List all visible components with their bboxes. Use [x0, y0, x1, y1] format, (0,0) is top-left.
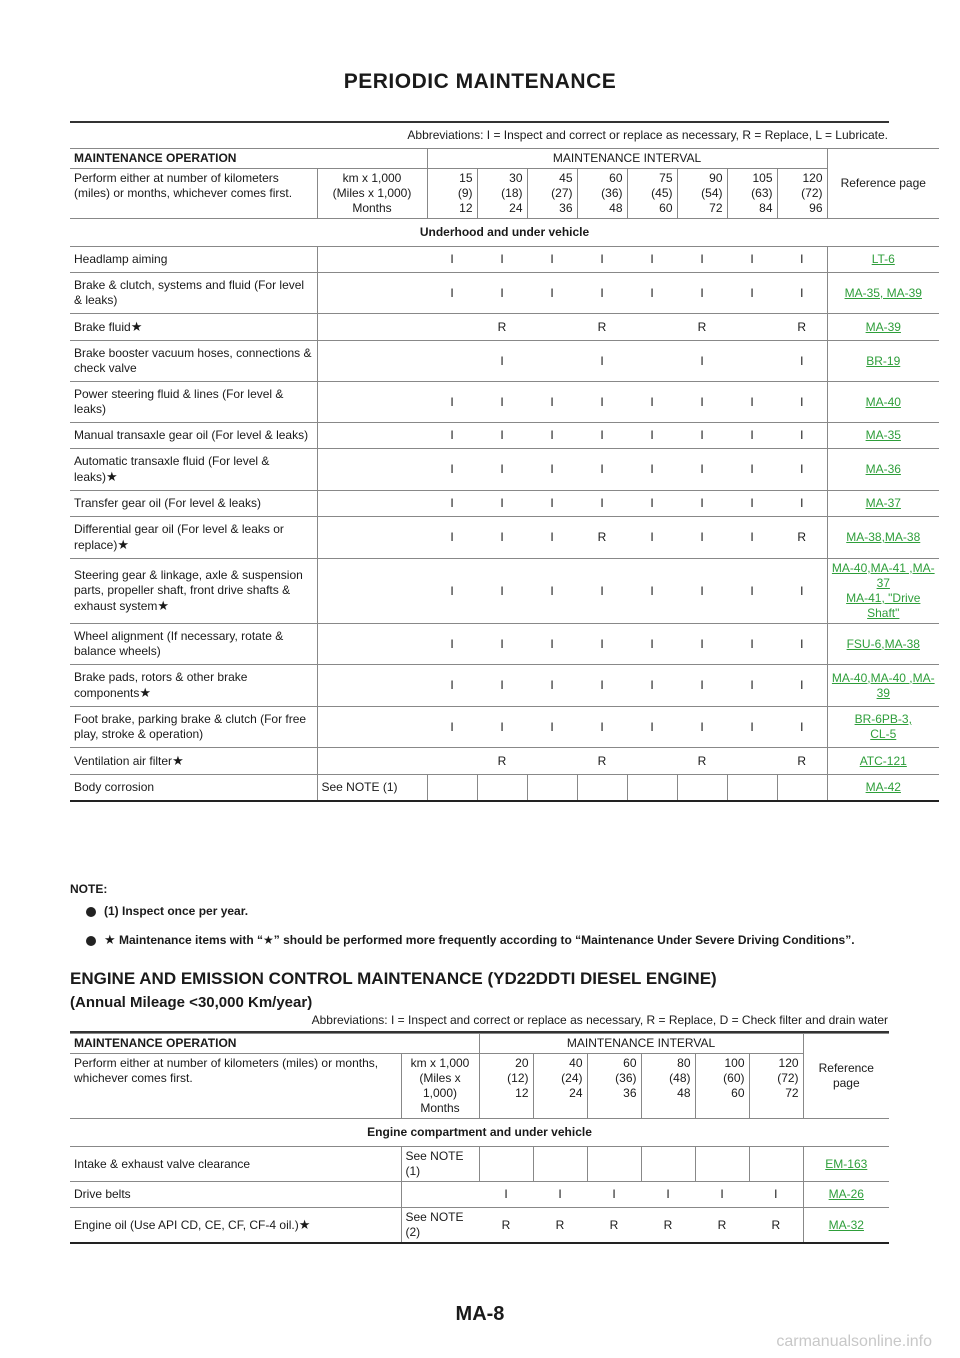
reference-link[interactable]: MA-42: [865, 780, 901, 794]
interval-value: I: [427, 559, 477, 624]
note-cell: [317, 382, 427, 423]
operation-cell: Transfer gear oil (For level & leaks): [70, 491, 317, 517]
maintenance-table-underhood: [70, 148, 939, 802]
header-row: [70, 1054, 889, 1119]
interval-value: R: [641, 1208, 695, 1244]
note-cell: [317, 707, 427, 748]
table-row: [70, 341, 939, 382]
interval-value: I: [727, 273, 777, 314]
interval-value: I: [727, 423, 777, 449]
interval-value: I: [727, 665, 777, 707]
interval-value: I: [677, 247, 727, 273]
interval-value: I: [587, 1182, 641, 1208]
interval-value: I: [477, 707, 527, 748]
interval-value: I: [727, 517, 777, 559]
interval-value: I: [777, 707, 827, 748]
interval-value: I: [627, 559, 677, 624]
interval-value: I: [577, 423, 627, 449]
interval-column-header: 15 (9) 12: [427, 169, 477, 219]
interval-value: I: [677, 707, 727, 748]
abbreviations-line-2: Abbreviations: I = Inspect and correct or replace as necessary, R = Replace, D = Check filter and drain water: [311, 1013, 888, 1027]
header-row: [70, 1034, 889, 1054]
interval-column-header: 45 (27) 36: [527, 169, 577, 219]
interval-value: I: [477, 341, 527, 382]
interval-value: I: [641, 1182, 695, 1208]
interval-value: I: [627, 449, 677, 491]
reference-link[interactable]: CL-5: [870, 727, 897, 741]
table-row: [70, 1208, 889, 1244]
interval-value: I: [727, 624, 777, 665]
reference-link[interactable]: EM-163: [825, 1156, 868, 1171]
interval-value: R: [479, 1208, 533, 1244]
note-cell: [317, 665, 427, 707]
interval-value: R: [677, 748, 727, 775]
interval-value: I: [677, 665, 727, 707]
interval-column-header: 20 (12) 12: [479, 1054, 533, 1119]
operation-cell: Brake & clutch, systems and fluid (For level & leaks): [70, 273, 317, 314]
interval-value: I: [477, 382, 527, 423]
interval-value: I: [677, 491, 727, 517]
interval-value: [527, 341, 577, 382]
operation-cell: Manual transaxle gear oil (For level & leaks): [70, 423, 317, 449]
interval-value: [677, 775, 727, 802]
reference-link[interactable]: MA-38,MA-38: [846, 530, 921, 544]
interval-column-header: 105 (63) 84: [727, 169, 777, 219]
reference-cell: [803, 1147, 889, 1182]
interval-value: I: [477, 449, 527, 491]
interval-column-header: 60 (36) 48: [577, 169, 627, 219]
reference-link[interactable]: FSU-6,MA-38: [846, 636, 920, 651]
interval-value: I: [677, 423, 727, 449]
interval-value: [749, 1147, 803, 1182]
interval-value: I: [627, 273, 677, 314]
interval-value: I: [427, 382, 477, 423]
interval-value: I: [677, 624, 727, 665]
interval-value: I: [627, 707, 677, 748]
interval-value: [527, 775, 577, 802]
reference-link[interactable]: MA-40,MA-40 ,MA-39: [831, 670, 935, 700]
note-cell: [401, 1182, 479, 1208]
operation-cell: Wheel alignment (If necessary, rotate & balance wheels): [70, 624, 317, 665]
interval-value: R: [749, 1208, 803, 1244]
operation-cell: Power steering fluid & lines (For level & leaks): [70, 382, 317, 423]
interval-value: I: [479, 1182, 533, 1208]
table-row: [70, 423, 939, 449]
interval-value: R: [587, 1208, 641, 1244]
interval-value: I: [627, 491, 677, 517]
perform-text: Perform either at number of kilometers (miles) or months, whichever comes first.: [70, 1054, 401, 1119]
interval-value: I: [627, 423, 677, 449]
interval-value: I: [777, 559, 827, 624]
interval-value: I: [727, 491, 777, 517]
interval-value: [479, 1147, 533, 1182]
interval-value: [727, 775, 777, 802]
operation-cell: Engine oil (Use API CD, CE, CF, CF-4 oil.)★: [70, 1208, 401, 1244]
header-row: [70, 149, 939, 169]
interval-value: I: [577, 707, 627, 748]
reference-header: Reference page: [803, 1034, 889, 1119]
note-cell: [317, 423, 427, 449]
interval-value: I: [577, 665, 627, 707]
watermark: carmanualsonline.info: [776, 1333, 932, 1350]
reference-link[interactable]: MA-40: [865, 394, 901, 409]
table-row: [70, 775, 939, 802]
interval-header: MAINTENANCE INTERVAL: [427, 149, 827, 169]
star-icon: ★: [139, 685, 152, 700]
perform-text: Perform either at number of kilometers (miles) or months, whichever comes first.: [70, 169, 317, 219]
note-cell: [317, 341, 427, 382]
reference-link[interactable]: BR-19: [866, 353, 901, 368]
operation-cell: Differential gear oil (For level & leaks or replace)★: [70, 517, 317, 559]
reference-link[interactable]: BR-6PB-3,: [854, 712, 912, 726]
interval-value: I: [477, 665, 527, 707]
interval-value: I: [527, 517, 577, 559]
interval-value: [727, 748, 777, 775]
interval-column-header: 90 (54) 72: [677, 169, 727, 219]
interval-value: I: [677, 273, 727, 314]
interval-value: [777, 775, 827, 802]
notes-block: [70, 882, 890, 950]
note-cell: [317, 748, 427, 775]
operation-cell: Drive belts: [70, 1182, 401, 1208]
reference-link[interactable]: MA-36: [865, 462, 901, 476]
page-number: MA-8: [455, 1303, 505, 1325]
interval-value: I: [477, 517, 527, 559]
reference-link[interactable]: LT-6: [871, 252, 895, 266]
interval-value: I: [777, 382, 827, 423]
interval-value: I: [427, 624, 477, 665]
table-row: [70, 748, 939, 775]
note-cell: [317, 273, 427, 314]
bullet-icon: [86, 936, 96, 946]
interval-value: I: [527, 559, 577, 624]
operation-cell: Foot brake, parking brake & clutch (For free play, stroke & operation): [70, 707, 317, 748]
table-row: [70, 1147, 889, 1182]
interval-value: I: [749, 1182, 803, 1208]
interval-value: I: [777, 665, 827, 707]
interval-value: I: [677, 449, 727, 491]
star-icon: ★: [117, 537, 130, 552]
note-item: (1) Inspect once per year.: [70, 904, 890, 918]
interval-value: I: [727, 382, 777, 423]
table-row: [70, 247, 939, 273]
interval-value: I: [627, 517, 677, 559]
interval-value: I: [777, 491, 827, 517]
note-cell: See NOTE (2): [401, 1208, 479, 1244]
table-row: [70, 1182, 889, 1208]
interval-value: I: [527, 449, 577, 491]
note-cell: [317, 247, 427, 273]
interval-value: R: [777, 314, 827, 341]
interval-value: I: [777, 624, 827, 665]
reference-link[interactable]: MA-39: [865, 319, 901, 334]
interval-value: I: [527, 624, 577, 665]
interval-value: I: [477, 491, 527, 517]
unit-text: km x 1,000 (Miles x 1,000) Months: [401, 1054, 479, 1119]
interval-value: [641, 1147, 695, 1182]
interval-value: I: [727, 247, 777, 273]
interval-value: R: [533, 1208, 587, 1244]
interval-column-header: 120 (72) 96: [777, 169, 827, 219]
operation-cell: Brake fluid★: [70, 314, 317, 341]
star-icon: ★: [172, 753, 184, 768]
star-icon: ★: [157, 598, 170, 613]
interval-value: I: [477, 247, 527, 273]
operation-cell: Brake pads, rotors & other brake components★: [70, 665, 317, 707]
section-subtitle: (Annual Mileage <30,000 Km/year): [70, 994, 313, 1011]
interval-value: R: [477, 748, 527, 775]
interval-value: R: [577, 314, 627, 341]
operation-cell: Headlamp aiming: [70, 247, 317, 273]
reference-link[interactable]: MA-32: [828, 1217, 864, 1232]
interval-value: I: [427, 707, 477, 748]
interval-value: [427, 775, 477, 802]
operation-header: MAINTENANCE OPERATION: [70, 1034, 479, 1054]
reference-cell: [827, 341, 939, 382]
interval-column-header: 100 (60) 60: [695, 1054, 749, 1119]
interval-value: I: [477, 559, 527, 624]
note-item: ★ Maintenance items with “★” should be performed more frequently according to “Maintenance Under Severe Driving Conditions”.: [70, 930, 890, 950]
interval-value: I: [577, 449, 627, 491]
table-row: [70, 517, 939, 559]
interval-value: R: [577, 748, 627, 775]
interval-value: I: [527, 665, 577, 707]
interval-value: [627, 341, 677, 382]
note-cell: [317, 559, 427, 624]
interval-value: I: [477, 273, 527, 314]
interval-value: I: [777, 247, 827, 273]
interval-value: I: [577, 624, 627, 665]
reference-cell: [827, 273, 939, 314]
interval-value: [527, 748, 577, 775]
interval-value: I: [427, 247, 477, 273]
interval-column-header: 30 (18) 24: [477, 169, 527, 219]
reference-link[interactable]: MA-35: [865, 428, 901, 442]
interval-value: [727, 314, 777, 341]
reference-link[interactable]: MA-41, "Drive Shaft": [846, 591, 921, 620]
interval-value: [727, 341, 777, 382]
interval-value: I: [627, 247, 677, 273]
interval-value: [695, 1147, 749, 1182]
interval-value: I: [427, 491, 477, 517]
interval-value: I: [577, 382, 627, 423]
operation-cell: Body corrosion: [70, 775, 317, 802]
interval-value: I: [427, 423, 477, 449]
interval-value: R: [777, 517, 827, 559]
interval-value: I: [577, 491, 627, 517]
operation-cell: Steering gear & linkage, axle & suspension parts, propeller shaft, front drive shafts & exhaust system★: [70, 559, 317, 624]
interval-value: I: [527, 247, 577, 273]
interval-value: I: [777, 423, 827, 449]
reference-cell: [827, 314, 939, 341]
table-row: [70, 559, 939, 624]
reference-cell: [827, 559, 939, 624]
interval-value: I: [727, 707, 777, 748]
notes-label: NOTE:: [70, 882, 108, 896]
interval-value: I: [527, 273, 577, 314]
star-icon: ★: [106, 469, 118, 484]
star-icon: ★: [130, 319, 143, 334]
note-cell: [317, 449, 427, 491]
interval-value: [477, 775, 527, 802]
interval-value: I: [627, 624, 677, 665]
reference-header: Reference page: [827, 149, 939, 219]
interval-value: I: [777, 449, 827, 491]
interval-column-header: 75 (45) 60: [627, 169, 677, 219]
interval-value: [427, 314, 477, 341]
table-row: [70, 707, 939, 748]
interval-value: I: [427, 665, 477, 707]
interval-value: [527, 314, 577, 341]
interval-value: I: [577, 247, 627, 273]
interval-value: [587, 1147, 641, 1182]
reference-cell: [827, 247, 939, 273]
section-label: Engine compartment and under vehicle: [70, 1119, 889, 1147]
page-title: PERIODIC MAINTENANCE: [343, 70, 617, 93]
maintenance-table-engine: [70, 1033, 889, 1244]
table-row: [70, 382, 939, 423]
interval-value: I: [627, 382, 677, 423]
section-label: Underhood and under vehicle: [70, 219, 939, 247]
reference-cell: [827, 707, 939, 748]
interval-value: I: [533, 1182, 587, 1208]
reference-cell: [827, 449, 939, 491]
note-cell: [317, 491, 427, 517]
section-row: [70, 219, 939, 247]
interval-value: I: [427, 449, 477, 491]
reference-link[interactable]: ATC-121: [859, 753, 907, 768]
interval-value: I: [577, 273, 627, 314]
interval-value: [533, 1147, 587, 1182]
unit-text: km x 1,000 (Miles x 1,000) Months: [317, 169, 427, 219]
interval-value: I: [777, 341, 827, 382]
table-row: [70, 624, 939, 665]
reference-cell: [827, 423, 939, 449]
interval-value: [427, 748, 477, 775]
interval-value: I: [695, 1182, 749, 1208]
reference-cell: [827, 517, 939, 559]
operation-cell: Automatic transaxle fluid (For level & leaks)★: [70, 449, 317, 491]
interval-value: I: [577, 559, 627, 624]
interval-value: R: [577, 517, 627, 559]
interval-value: I: [627, 665, 677, 707]
reference-cell: [827, 775, 939, 802]
operation-cell: Brake booster vacuum hoses, connections & check valve: [70, 341, 317, 382]
section-row: [70, 1119, 889, 1147]
section-title: ENGINE AND EMISSION CONTROL MAINTENANCE (YD22DDTI DIESEL ENGINE): [70, 969, 717, 988]
reference-cell: [803, 1208, 889, 1244]
star-icon: ★: [298, 1217, 311, 1232]
interval-value: R: [695, 1208, 749, 1244]
table-row: [70, 491, 939, 517]
operation-cell: Intake & exhaust valve clearance: [70, 1147, 401, 1182]
note-cell: See NOTE (1): [401, 1147, 479, 1182]
interval-value: I: [727, 559, 777, 624]
operation-cell: Ventilation air filter★: [70, 748, 317, 775]
interval-value: I: [527, 382, 577, 423]
interval-value: I: [777, 273, 827, 314]
interval-value: [427, 341, 477, 382]
note-cell: [317, 517, 427, 559]
interval-value: [627, 314, 677, 341]
note-cell: See NOTE (1): [317, 775, 427, 802]
interval-column-header: 40 (24) 24: [533, 1054, 587, 1119]
reference-cell: [827, 491, 939, 517]
star-icon: ★: [104, 932, 116, 947]
note-cell: [317, 314, 427, 341]
interval-value: I: [427, 517, 477, 559]
table-row: [70, 665, 939, 707]
table-row: [70, 314, 939, 341]
title-rule: [70, 121, 889, 123]
reference-cell: [827, 748, 939, 775]
abbreviations-line: Abbreviations: I = Inspect and correct or replace as necessary, R = Replace, L = Lubricate.: [407, 128, 888, 142]
interval-value: I: [527, 707, 577, 748]
interval-value: I: [677, 382, 727, 423]
reference-link[interactable]: MA-37: [865, 496, 901, 510]
interval-value: I: [427, 273, 477, 314]
interval-value: I: [477, 624, 527, 665]
interval-value: [627, 748, 677, 775]
interval-value: R: [677, 314, 727, 341]
interval-value: R: [477, 314, 527, 341]
interval-value: I: [527, 491, 577, 517]
reference-cell: [827, 665, 939, 707]
bullet-icon: [86, 907, 96, 917]
interval-column-header: 120 (72) 72: [749, 1054, 803, 1119]
interval-value: R: [777, 748, 827, 775]
interval-value: I: [677, 517, 727, 559]
table-row: [70, 449, 939, 491]
reference-cell: [827, 624, 939, 665]
interval-value: I: [727, 449, 777, 491]
interval-column-header: 60 (36) 36: [587, 1054, 641, 1119]
header-row: [70, 169, 939, 219]
reference-cell: [803, 1182, 889, 1208]
table-row: [70, 273, 939, 314]
interval-value: [627, 775, 677, 802]
interval-value: I: [577, 341, 627, 382]
interval-value: I: [677, 341, 727, 382]
interval-value: I: [477, 423, 527, 449]
reference-link[interactable]: MA-26: [828, 1187, 864, 1201]
reference-cell: [827, 382, 939, 423]
interval-value: [577, 775, 627, 802]
interval-header: MAINTENANCE INTERVAL: [479, 1034, 803, 1054]
interval-column-header: 80 (48) 48: [641, 1054, 695, 1119]
interval-value: I: [527, 423, 577, 449]
reference-link[interactable]: MA-35, MA-39: [844, 285, 922, 300]
note-cell: [317, 624, 427, 665]
interval-value: I: [677, 559, 727, 624]
operation-header: MAINTENANCE OPERATION: [70, 149, 427, 169]
reference-link[interactable]: MA-40,MA-41 ,MA-37: [831, 561, 935, 590]
